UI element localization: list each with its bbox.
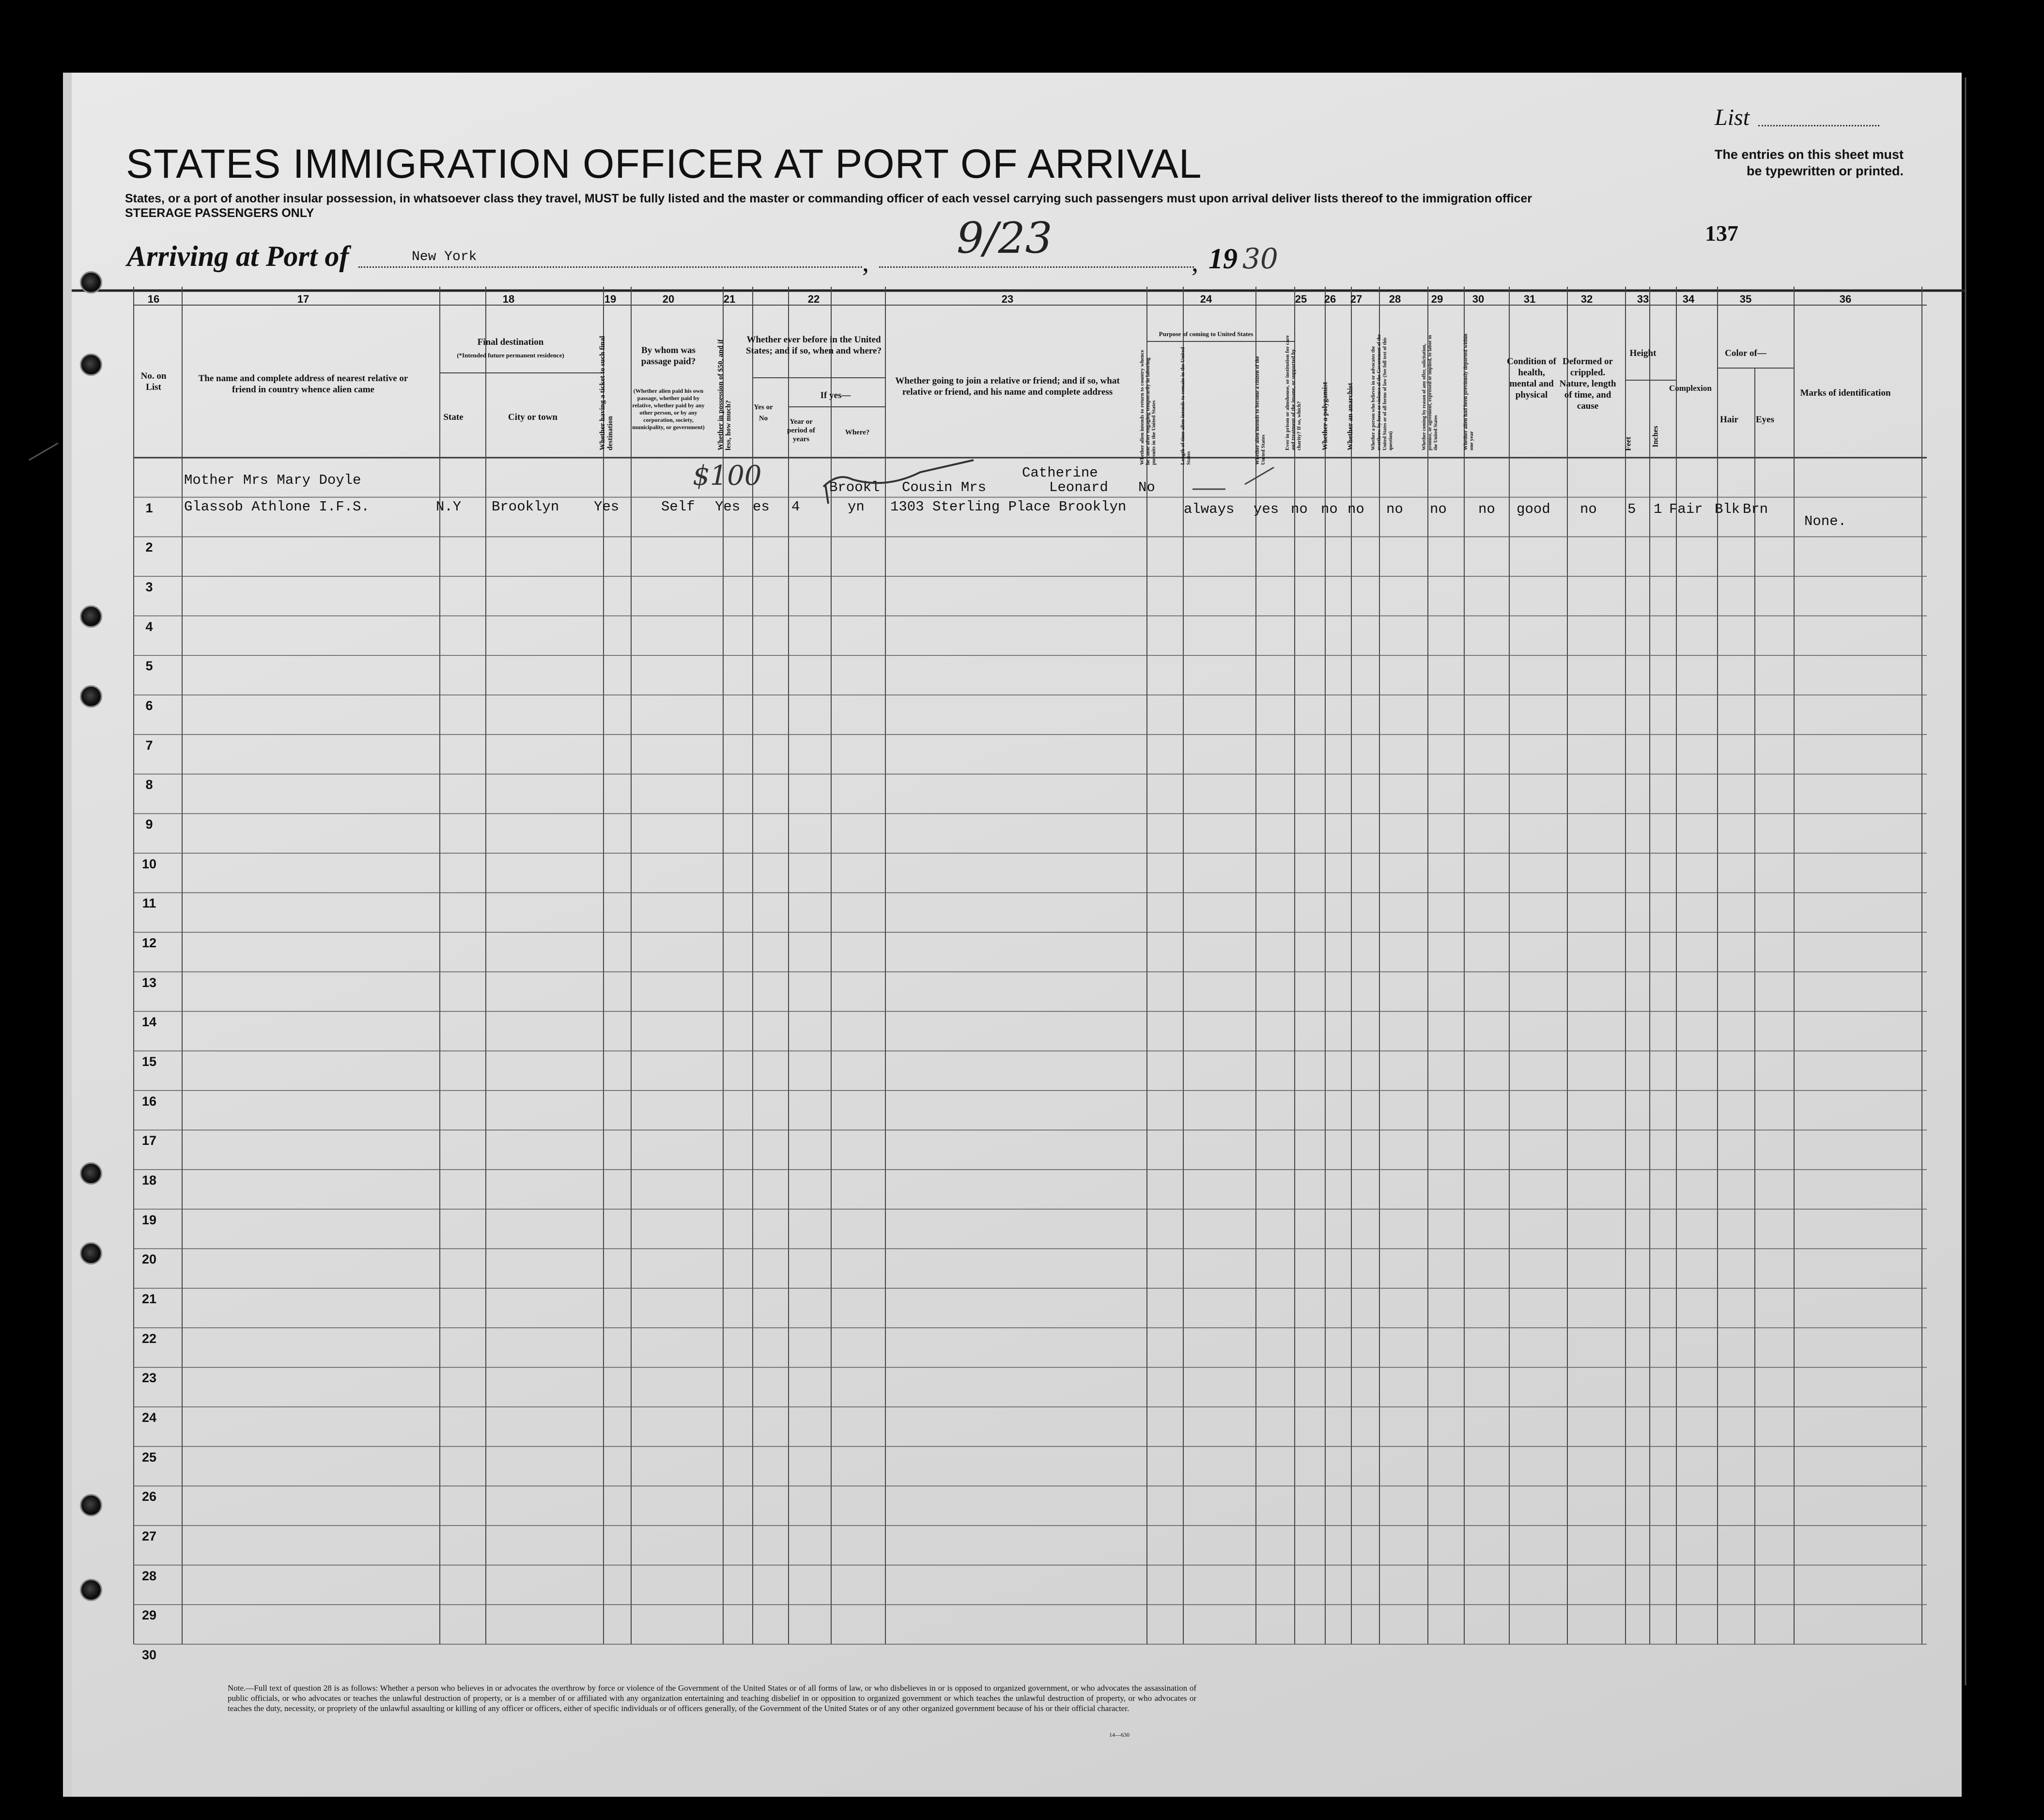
row-number: 28	[141, 1568, 157, 1583]
header-feet: Feet	[1624, 436, 1633, 451]
hair-value: Blk	[1715, 501, 1740, 517]
before-yes-no: es	[753, 499, 770, 515]
entries-note-line1: The entries on this sheet must	[1714, 147, 1904, 162]
header-final-destination: Final destination	[477, 337, 544, 347]
header-polygamist: Whether a polygamist	[1321, 382, 1329, 450]
subtitle-line1: States, or a port of another insular possession, in whatsoever class they travel, MUST be fully listed and the master or commanding officer of each vessel carrying such passengers must upon arrival deliver lists thereof to the immigration officer	[125, 192, 1532, 205]
header-overthrow: Whether a person who believes in or advocates the overthrow by force or violence of the Government of the United States or of all forms of law (See full text of this question)	[1371, 334, 1394, 450]
col-number: 28	[1389, 293, 1401, 305]
row-number: 8	[145, 777, 153, 792]
list-number-line	[1758, 125, 1879, 126]
list-label: List	[1715, 105, 1750, 130]
header-marks: Marks of identification	[1800, 388, 1891, 398]
length-value: always	[1184, 501, 1235, 517]
col-number: 19	[604, 293, 617, 305]
before-where-2: yn	[848, 499, 865, 515]
col-number: 36	[1839, 293, 1852, 305]
deformed-value: no	[1580, 501, 1597, 517]
header-no-on-list: No. on List	[140, 371, 167, 392]
labor-value: no	[1430, 501, 1447, 517]
col-number: 32	[1580, 293, 1593, 305]
overthrow-value: no	[1386, 501, 1403, 517]
row-number: 3	[145, 579, 153, 594]
before-where-1: Brookl	[829, 479, 880, 495]
row-number: 6	[145, 698, 153, 713]
row-number: 2	[145, 540, 153, 555]
join-relation: Cousin Mrs	[902, 479, 987, 495]
row-number: 23	[141, 1371, 157, 1386]
dest-state: N.Y	[436, 499, 462, 515]
port-value: New York	[412, 249, 477, 264]
row-number: 22	[141, 1331, 157, 1346]
row-number: 30	[141, 1647, 157, 1662]
polygamist-value: no	[1321, 501, 1338, 517]
row-number: 24	[141, 1410, 157, 1425]
header-destination-note: (*Intended future permanent residence)	[457, 352, 564, 359]
comma: ,	[1192, 247, 1198, 278]
col-number: 30	[1472, 293, 1485, 305]
binding-hole	[80, 1579, 102, 1601]
col-number: 26	[1324, 293, 1336, 305]
complexion-value: Fair	[1669, 501, 1703, 517]
header-nearest-relative: The name and complete address of nearest relative or friend in country whence alien came	[198, 373, 408, 395]
height-inches: 1	[1654, 501, 1662, 517]
health-value: good	[1517, 501, 1550, 517]
arriving-label: Arriving at Port of	[127, 240, 349, 272]
subtitle-line2: STEERAGE PASSENGERS ONLY	[125, 206, 314, 220]
deported-value: no	[1478, 501, 1495, 517]
col-number: 21	[723, 293, 736, 305]
join-address: 1303 Sterling Place Brooklyn	[890, 499, 1127, 515]
row-number: 1	[145, 500, 153, 515]
return-value: No	[1138, 479, 1155, 495]
citizen-value: yes	[1254, 501, 1279, 517]
col-number: 35	[1739, 293, 1752, 305]
row-number: 12	[141, 935, 157, 950]
col-number: 27	[1350, 293, 1363, 305]
page-title: STATES IMMIGRATION OFFICER AT PORT OF ARRIVAL	[126, 141, 1202, 186]
row-number: 7	[145, 738, 153, 753]
comma: ,	[862, 247, 869, 278]
col-number: 22	[807, 293, 820, 305]
col-number: 25	[1295, 293, 1307, 305]
binding-hole	[80, 354, 102, 376]
port-line	[358, 266, 862, 268]
binding-hole	[80, 1162, 102, 1185]
eyes-value: Brn	[1743, 501, 1768, 517]
row-number: 13	[141, 975, 157, 990]
year-prefix: 19	[1208, 243, 1238, 275]
header-deformed: Deformed or crippled. Nature, length of time, and cause	[1559, 356, 1616, 411]
header-health: Condition of health, mental and physical	[1507, 356, 1556, 400]
header-ticket: Whether having a ticket to such final destination	[599, 336, 614, 450]
binding-hole	[80, 685, 102, 708]
marks-value: None.	[1804, 513, 1847, 529]
col-number: 18	[502, 293, 515, 305]
col-number: 29	[1431, 293, 1443, 305]
header-labor-offer: Whether coming by reason of any offer, solicitation, promise, or agreement, expressed or implied, to labor in the United States	[1422, 335, 1439, 450]
date-line	[879, 266, 1194, 268]
col-number: 31	[1523, 293, 1536, 305]
col-number: 17	[297, 293, 310, 305]
row-number: 19	[141, 1212, 157, 1227]
row-number: 25	[141, 1450, 157, 1465]
col-number: 23	[1001, 293, 1014, 305]
money-handwritten: $100	[693, 460, 762, 492]
row-number: 21	[141, 1291, 157, 1306]
join-surname: Leonard	[1049, 479, 1108, 495]
page-subtitle	[125, 191, 1626, 220]
prison-value: no	[1291, 501, 1308, 517]
height-feet: 5	[1627, 501, 1636, 517]
col-number: 24	[1200, 293, 1212, 305]
header-year: Year or period of years	[787, 418, 815, 443]
header-complexion: Complexion	[1669, 384, 1712, 393]
header-city: City or town	[508, 412, 558, 422]
col-number: 33	[1637, 293, 1649, 305]
row-number: 18	[141, 1172, 157, 1188]
header-eyes: Eyes	[1756, 415, 1774, 425]
header-if-yes: If yes—	[820, 390, 851, 401]
row-number: 29	[141, 1608, 157, 1623]
entries-note	[1666, 146, 1904, 179]
header-prison: Ever in prison or almshouse, or institution for care and treatment of the insane, or supported by charity? If so, which?	[1285, 335, 1302, 450]
header-yes-no: Yes or No	[754, 403, 773, 422]
header-where: Where?	[845, 429, 870, 436]
header-inches: Inches	[1651, 426, 1660, 447]
page-number: 137	[1705, 221, 1738, 246]
anarchist-value: no	[1347, 501, 1364, 517]
relative-address: Glassob Athlone I.F.S.	[184, 499, 370, 515]
header-join-relative: Whether going to join a relative or friend; and if so, what relative or friend, and his name and complete address	[895, 376, 1120, 397]
row-number: 26	[141, 1489, 157, 1504]
header-money: Whether in possession of $50, and if less, how much?	[717, 339, 732, 450]
binding-hole	[80, 605, 102, 628]
header-passage-paid: By whom was passage paid?	[641, 345, 696, 367]
row-number: 10	[141, 856, 157, 871]
header-citizen: Whether alien intends to become a citizen of the United States	[1254, 356, 1266, 465]
row-number: 15	[141, 1054, 157, 1069]
col-number: 34	[1682, 293, 1695, 305]
row-number: 27	[141, 1528, 157, 1543]
header-purpose: Purpose of coming to United States	[1159, 330, 1254, 338]
row-number: 9	[145, 817, 153, 832]
header-hair: Hair	[1720, 415, 1738, 425]
header-height: Height	[1629, 348, 1657, 358]
table-grid	[72, 73, 1970, 1797]
binding-hole	[80, 1494, 102, 1516]
row-number: 16	[141, 1094, 157, 1109]
year-handwritten: 30	[1242, 242, 1278, 275]
col-number: 16	[147, 293, 160, 305]
row-number: 17	[141, 1133, 157, 1148]
binding-hole	[80, 271, 102, 293]
form-number: 14—630	[1109, 1731, 1130, 1738]
row-number: 14	[141, 1015, 157, 1030]
header-anarchist: Whether an anarchist	[1347, 383, 1354, 450]
arrival-date: 9/23	[957, 213, 1053, 263]
entries-note-line2: be typewritten or printed.	[1746, 164, 1904, 178]
row-number: 20	[141, 1252, 157, 1267]
manifest-sheet	[63, 73, 1962, 1797]
row-number: 5	[145, 659, 153, 674]
header-state: State	[443, 412, 464, 422]
paid-by-value: Self	[661, 499, 695, 515]
header-deported: Whether alien had been previously deported within one year	[1463, 333, 1474, 450]
footnote: Note.—Full text of question 28 is as follows: Whether a person who believes in or advocates the overthrow by force or violence of the Government of the United States or of all forms of law, or who disbelieves in or is opposed to organized government, or who advocates the assassination of public officials, or who advocates or teaches the unlawful destruction of property, or is a member of or affiliated with any organization entertaining and teaching disbelief in or opposition to organized government or which teaches the unlawful destruction of property, or who advocates or teaches the duty, necessity, or propriety of the unlawful assaulting or killing of any officer or officers, either of specific individuals or of officers generally, of the Government of the United States or of any other organized government because of his or their official character.	[228, 1683, 1196, 1713]
header-color: Color of—	[1725, 348, 1766, 358]
ticket-value: Yes	[594, 499, 619, 515]
join-first-name: Catherine	[1022, 465, 1098, 481]
header-length: Length of time alien intends to remain in the United States	[1180, 347, 1192, 465]
dest-city: Brooklyn	[492, 499, 559, 515]
binding-hole	[80, 1242, 102, 1265]
row-number: 4	[145, 619, 153, 634]
header-passage-note: (Whether alien paid his own passage, whether paid by relative, whether paid by any other person, or by any corporation, society, municipality, or government)	[632, 387, 705, 431]
header-return: Whether alien intends to return to country whence he came after engaging temporarily in laboring pursuits in the United States	[1139, 350, 1157, 465]
header-ever-before: Whether ever before in the United States; and if so, when and where?	[746, 335, 882, 356]
relative-name: Mother Mrs Mary Doyle	[184, 472, 361, 488]
money-value: Yes	[715, 499, 741, 515]
row-number: 11	[142, 896, 156, 911]
before-years: 4	[791, 499, 800, 515]
col-number: 20	[662, 293, 675, 305]
